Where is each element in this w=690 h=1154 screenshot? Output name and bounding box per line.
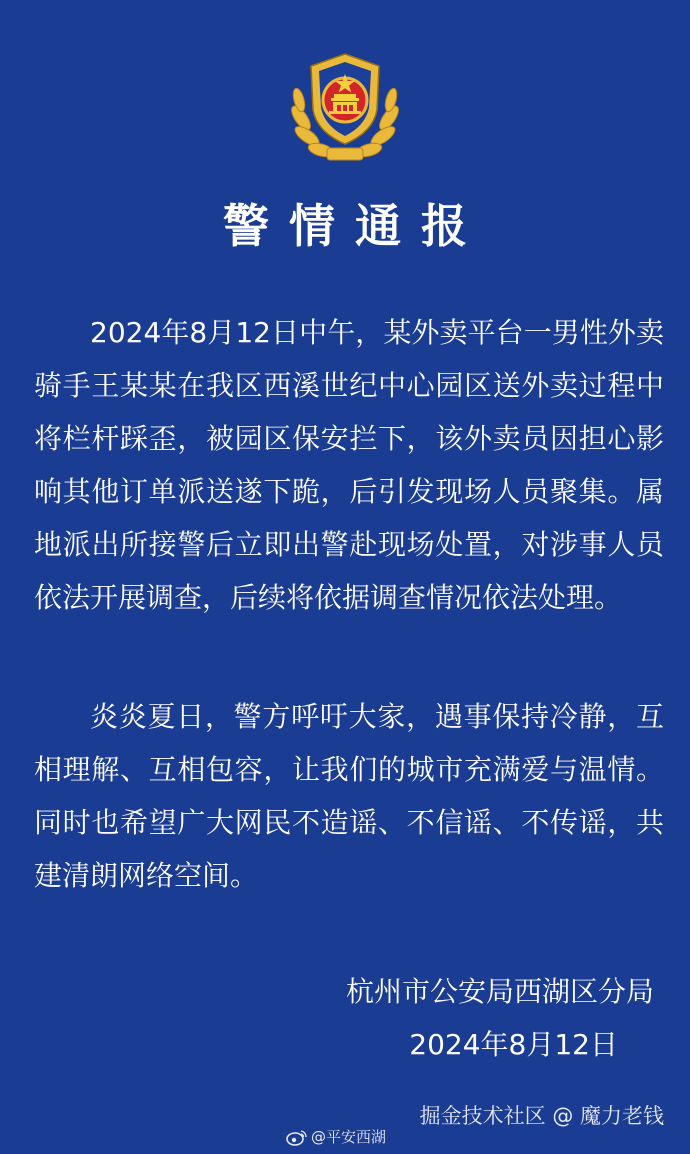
notice-paragraph-incident: 2024年8月12日中午，某外卖平台一男性外卖骑手王某某在我区西溪世纪中心园区送外卖过程中将栏杆踩歪，被园区保安拦下，该外卖员因担心影响其他订单派送遂下跪，后引发现场人员聚集。属地派出所接警后立即出警赴现场处置，对涉事人员依法开展调查，后续将依据调查情况依法处理。 [34,316,664,614]
notice-title: 警情通报 [223,199,487,253]
weibo-icon [286,1128,308,1146]
police-emblem-icon [287,48,403,164]
weibo-source-watermark [286,1126,386,1147]
signature-organization: 杭州市公安局西湖区分局 [345,975,654,1008]
weibo-account-label: @平安西湖 [311,1128,387,1146]
notice-paragraph-appeal: 炎炎夏日，警方呼吁大家，遇事保持冷静，互相理解、互相包容，让我们的城市充满爱与温情。同时也希望广大网民不造谣、不信谣、不传谣，共建清朗网络空间。 [34,700,664,892]
community-watermark: 掘金技术社区 @ 魔力老钱 [419,1104,664,1128]
signature-date: 2024年8月12日 [409,1028,618,1061]
